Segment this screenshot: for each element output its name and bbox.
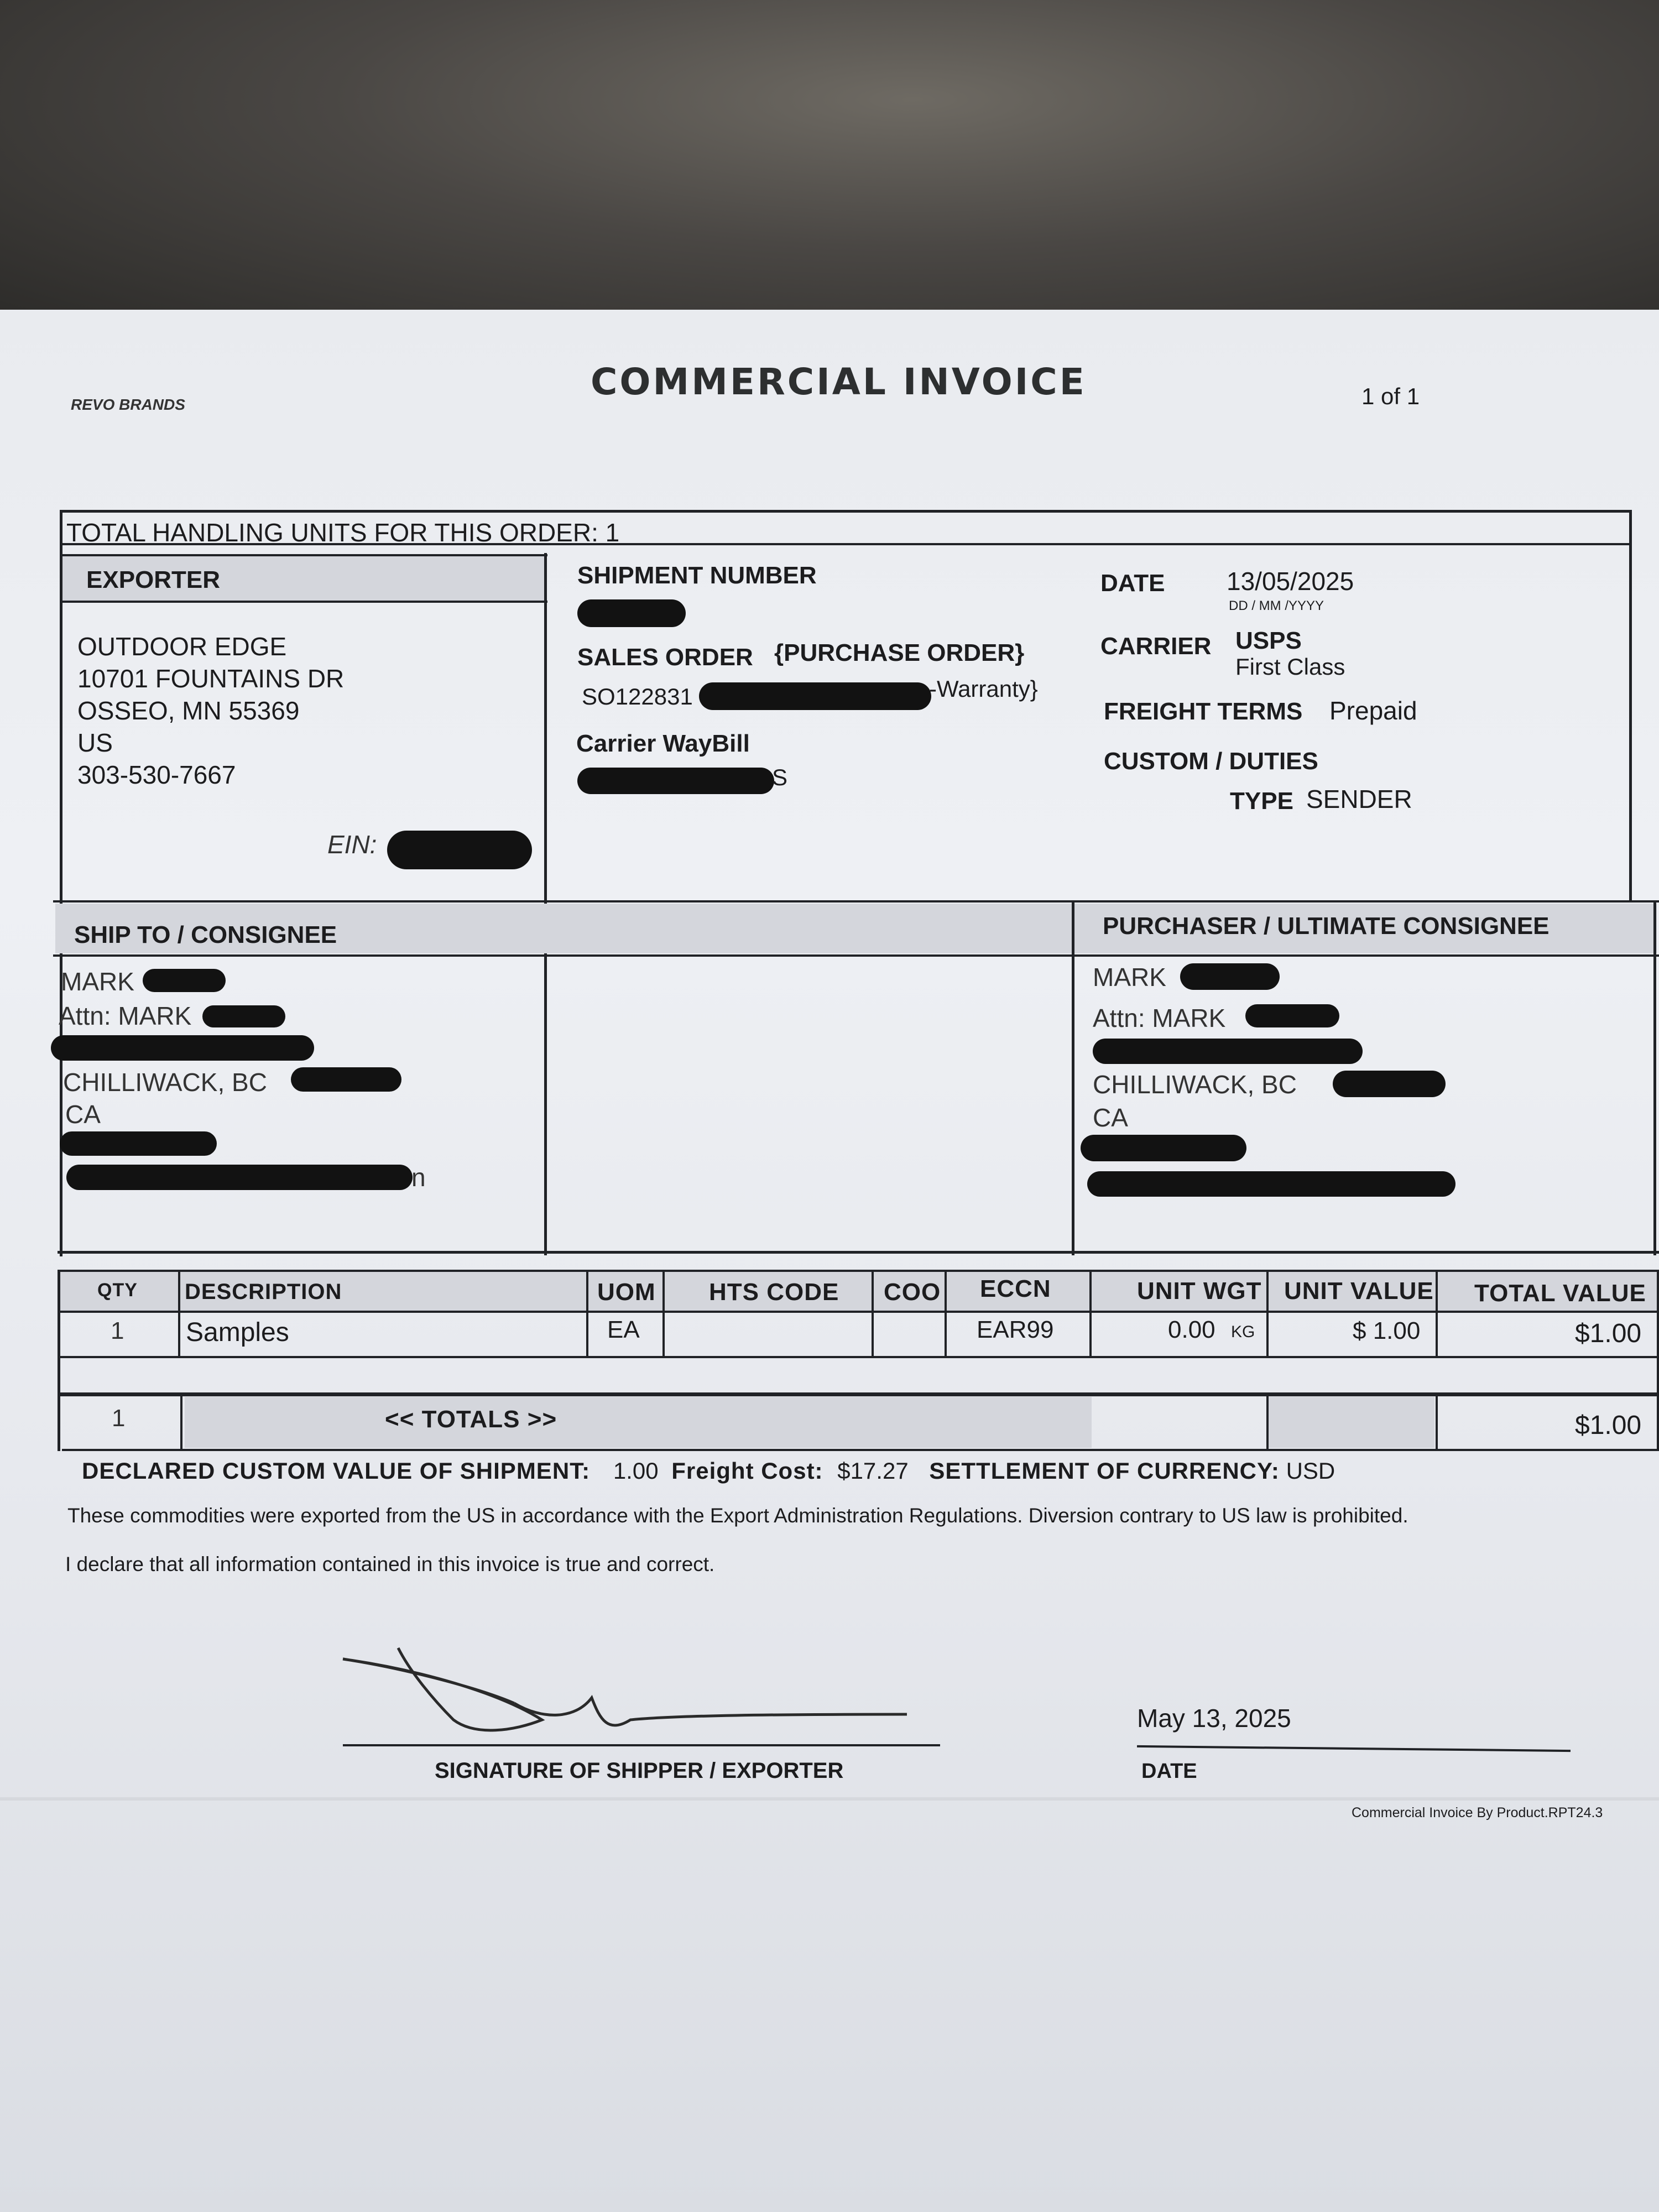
- tabletop-background: [0, 0, 1659, 332]
- freight-terms-label: FREIGHT TERMS: [1104, 698, 1303, 725]
- exporter-line: OSSEO, MN 55369: [77, 696, 300, 725]
- totals-col-line: [1436, 1395, 1438, 1450]
- table-right-line: [1657, 1270, 1659, 1451]
- col-line: [945, 1270, 947, 1357]
- signature-line: [343, 1744, 940, 1746]
- freight-cost-label: Freight Cost:: [671, 1458, 823, 1484]
- currency-value: USD: [1286, 1458, 1335, 1484]
- col-line: [872, 1270, 874, 1357]
- exporter-top-line: [60, 554, 547, 556]
- signature-label: SIGNATURE OF SHIPPER / EXPORTER: [435, 1759, 844, 1783]
- ship-to-country: CA: [65, 1100, 101, 1129]
- carrier-value: USPS: [1235, 627, 1302, 654]
- row-unit-value: $ 1.00: [1353, 1317, 1421, 1344]
- redaction-mark: [1087, 1171, 1455, 1197]
- total-handling-units: TOTAL HANDLING UNITS FOR THIS ORDER: 1: [66, 518, 620, 547]
- summary-line: [82, 1458, 1335, 1484]
- totals-shade: [185, 1397, 1092, 1448]
- row-eccn: EAR99: [977, 1316, 1054, 1343]
- redaction-mark: [1245, 1004, 1339, 1027]
- row-wgt-unit: KG: [1231, 1323, 1255, 1341]
- export-statement: These commodities were exported from the US in accordance with the Export Administration Regulations. Diversion contrary to US law is prohibited.: [67, 1504, 1408, 1527]
- purchaser-name: MARK: [1093, 963, 1166, 992]
- type-label: TYPE: [1230, 787, 1293, 815]
- col-header-hts: HTS CODE: [709, 1279, 839, 1306]
- col-header-description: DESCRIPTION: [185, 1280, 342, 1304]
- redaction-mark: [1333, 1071, 1446, 1097]
- row-uom: EA: [607, 1316, 640, 1343]
- redaction-mark: [66, 1165, 413, 1190]
- purchaser-attn: Attn: MARK: [1093, 1004, 1226, 1032]
- declared-value: 1.00: [613, 1458, 659, 1484]
- table-header-line: [58, 1311, 1659, 1313]
- purchaser-heading: PURCHASER / ULTIMATE CONSIGNEE: [1103, 912, 1550, 940]
- exporter-line: 303-530-7667: [77, 760, 236, 789]
- redaction-mark: [60, 1131, 217, 1156]
- col-header-unit-wgt: UNIT WGT: [1137, 1277, 1262, 1305]
- row-qty: 1: [111, 1317, 124, 1344]
- freight-cost-value: $17.27: [837, 1458, 909, 1484]
- col-line: [662, 1270, 665, 1357]
- waybill-label: Carrier WayBill: [576, 730, 750, 757]
- exporter-line: US: [77, 728, 113, 757]
- totals-col-line: [180, 1395, 182, 1450]
- ship-to-name: MARK: [61, 967, 134, 996]
- carrier-service: First Class: [1235, 654, 1345, 680]
- waybill-suffix: S: [772, 764, 788, 790]
- redaction-mark: [143, 969, 226, 992]
- totals-shade: [1269, 1397, 1434, 1448]
- signature-drawing: [332, 1637, 918, 1747]
- row-total-value: $1.00: [1575, 1319, 1642, 1348]
- row-unit-wgt: 0.00: [1168, 1316, 1215, 1343]
- totals-label: << TOTALS >>: [385, 1406, 557, 1433]
- col-header-total-value: TOTAL VALUE: [1474, 1280, 1646, 1307]
- page-indicator: 1 of 1: [1361, 383, 1420, 409]
- exporter-address: [77, 630, 344, 791]
- date-value: 13/05/2025: [1227, 567, 1354, 596]
- col-header-eccn: ECCN: [980, 1275, 1051, 1302]
- redaction-mark: [387, 831, 532, 869]
- brand-logo: REVO BRANDS: [71, 396, 185, 413]
- redaction-mark: [51, 1035, 314, 1061]
- col-line: [586, 1270, 588, 1357]
- col-header-coo: COO: [884, 1279, 941, 1306]
- col-line: [1266, 1270, 1269, 1357]
- consignee-header-line: [53, 954, 1659, 957]
- ship-to-heading: SHIP TO / CONSIGNEE: [74, 921, 337, 948]
- type-value: SENDER: [1306, 785, 1412, 813]
- table-row-line: [60, 1356, 1657, 1358]
- table-bottom-line: [62, 1449, 1659, 1451]
- exporter-heading: EXPORTER: [86, 566, 221, 593]
- custom-duties-label: CUSTOM / DUTIES: [1104, 748, 1318, 775]
- col-header-unit-value: UNIT VALUE: [1284, 1277, 1434, 1305]
- date-format-hint: DD / MM /YYYY: [1229, 598, 1324, 613]
- redaction-mark: [577, 599, 686, 627]
- ship-to-attn: Attn: MARK: [59, 1001, 192, 1030]
- consignee-bottom-line: [58, 1251, 1659, 1254]
- table-left-line: [58, 1270, 60, 1451]
- report-footer: Commercial Invoice By Product.RPT24.3: [1352, 1805, 1603, 1820]
- shipment-number-label: SHIPMENT NUMBER: [577, 562, 817, 589]
- exporter-line: 10701 FOUNTAINS DR: [77, 664, 345, 693]
- redaction-mark: [699, 682, 931, 710]
- frame-right: [1629, 510, 1632, 900]
- purchaser-right-line: [1653, 901, 1656, 1255]
- redaction-mark: [1081, 1135, 1246, 1161]
- totals-col-line: [1266, 1395, 1269, 1450]
- consignee-top-line: [53, 900, 1659, 902]
- col-line: [178, 1270, 180, 1357]
- frame-top: [60, 510, 1630, 513]
- currency-label: SETTLEMENT OF CURRENCY:: [929, 1458, 1280, 1484]
- totals-value: $1.00: [1575, 1411, 1642, 1440]
- row-description: Samples: [186, 1318, 289, 1347]
- purchaser-left-line: [1072, 901, 1074, 1255]
- declaration-statement: I declare that all information contained in this invoice is true and correct.: [65, 1553, 715, 1575]
- ship-to-email-suffix: n: [411, 1163, 426, 1192]
- redaction-mark: [202, 1005, 285, 1027]
- purchaser-country: CA: [1093, 1103, 1128, 1132]
- redaction-mark: [291, 1067, 401, 1092]
- declared-value-label: DECLARED CUSTOM VALUE OF SHIPMENT:: [82, 1458, 591, 1484]
- col-header-qty: QTY: [97, 1280, 138, 1301]
- exporter-line: OUTDOOR EDGE: [77, 632, 287, 661]
- freight-terms-value: Prepaid: [1329, 696, 1417, 725]
- signature-date-value: May 13, 2025: [1137, 1704, 1291, 1733]
- date-label: DATE: [1100, 570, 1165, 597]
- totals-qty: 1: [112, 1405, 126, 1432]
- col-line: [1436, 1270, 1438, 1357]
- col-header-uom: UOM: [597, 1279, 656, 1306]
- signature-date-label: DATE: [1141, 1760, 1197, 1783]
- paper-fold: [0, 1797, 1659, 1801]
- exporter-header-line: [60, 601, 547, 603]
- ship-to-city: CHILLIWACK, BC: [63, 1068, 267, 1097]
- redaction-mark: [1093, 1039, 1363, 1064]
- purchase-order-label: {PURCHASE ORDER}: [774, 639, 1025, 666]
- carrier-label: CARRIER: [1100, 633, 1212, 660]
- col-line: [1089, 1270, 1092, 1357]
- redaction-mark: [1180, 963, 1280, 990]
- redaction-mark: [577, 768, 774, 794]
- ein-label: EIN:: [327, 830, 377, 859]
- purchase-order-suffix: -Warranty}: [929, 676, 1038, 702]
- sales-order-label: SALES ORDER: [577, 644, 753, 671]
- sales-order-value: SO122831: [582, 684, 693, 709]
- table-totals-line: [60, 1392, 1657, 1396]
- document-title: COMMERCIAL INVOICE: [591, 361, 1087, 403]
- purchaser-city: CHILLIWACK, BC: [1093, 1070, 1297, 1099]
